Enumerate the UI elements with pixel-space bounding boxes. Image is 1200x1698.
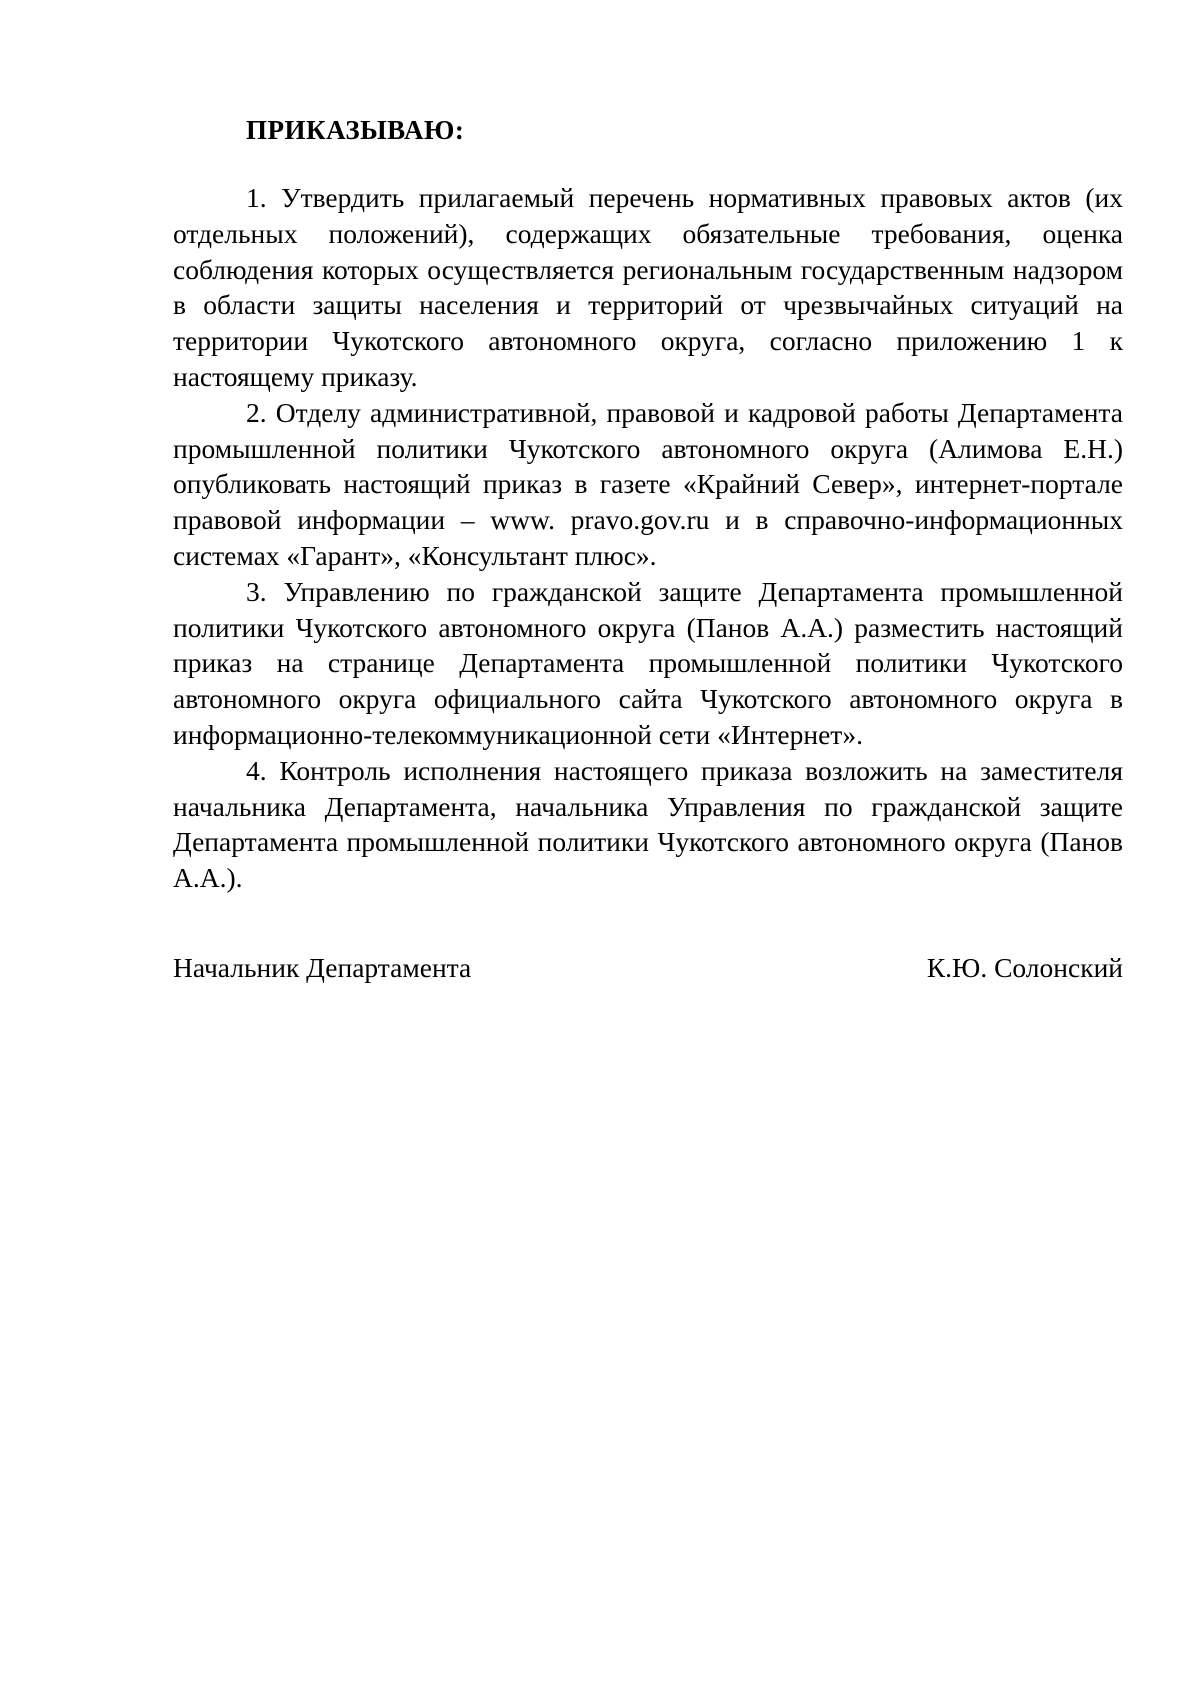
signature-block bbox=[173, 950, 1123, 986]
order-item-2: 2. Отделу административной, правовой и кадровой работы Департамента промышленной политики Чукотского автономного округа (Алимова Е.Н.) опубликовать настоящий приказ в газете «Крайний Север», интернет-портале правовой информации – www. pravo.gov.ru и в справочно-информационных системах «Гарант», «Консультант плюс». bbox=[173, 396, 1123, 571]
document-body bbox=[173, 112, 1123, 896]
order-item-3: 3. Управлению по гражданской защите Департамента промышленной политики Чукотского автономного округа (Панов А.А.) разместить настоящий приказ на странице Департамента промышленной политики Чукотского автономного округа официального сайта Чукотского автономного округа в информационно-телекоммуникационной сети «Интернет». bbox=[173, 575, 1123, 750]
order-heading: ПРИКАЗЫВАЮ: bbox=[246, 115, 465, 145]
signatory-position: Начальник Департамента bbox=[173, 952, 472, 983]
signatory-name: К.Ю. Солонский bbox=[926, 952, 1123, 983]
order-item-1: 1. Утвердить прилагаемый перечень нормативных правовых актов (их отдельных положений), содержащих обязательные требования, оценка соблюдения которых осуществляется региональным государственным надзором в области защиты населения и территорий от чрезвычайных ситуаций на территории Чукотского автономного округа, согласно приложению 1 к настоящему приказу. bbox=[173, 182, 1123, 392]
order-item-4: 4. Контроль исполнения настоящего приказа возложить на заместителя начальника Департамента, начальника Управления по гражданской защите Департамента промышленной политики Чукотского автономного округа (Панов А.А.). bbox=[173, 754, 1123, 894]
